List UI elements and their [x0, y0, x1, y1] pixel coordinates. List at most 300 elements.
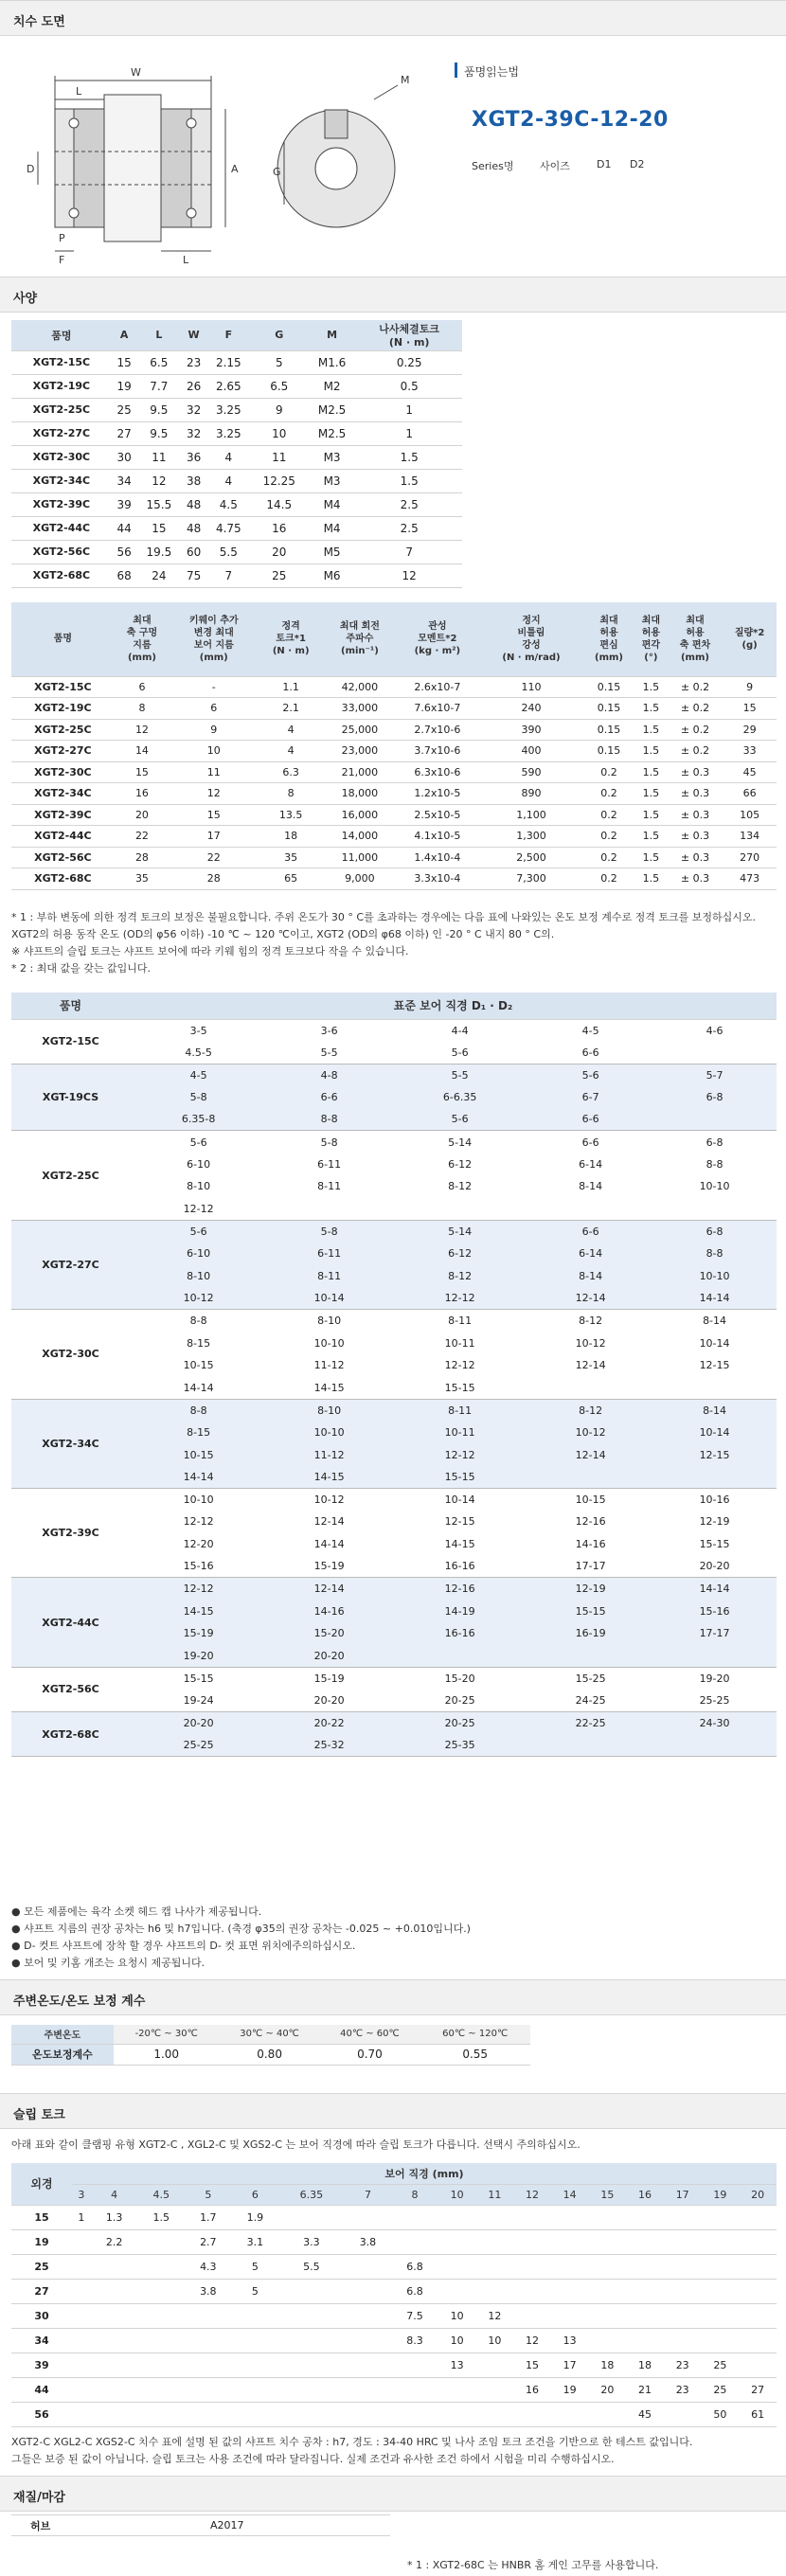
bore-value: 6-14 [579, 1247, 603, 1261]
section-title: 슬립 토크 [13, 2108, 65, 2122]
note-line: XGT2-C XGL2-C XGS2-C 치수 표에 설명 된 값의 샤프트 치수 공차 : h7, 경도 : 34-40 HRC 및 나사 조임 토크 조건을 기반으로 한 테스트 값입니다. [11, 2436, 693, 2448]
table-cell: 3.3x10-4 [396, 868, 479, 890]
table-cell: 24 [136, 564, 181, 587]
table-cell [551, 2279, 589, 2303]
bore-value: 14-15 [444, 1537, 475, 1550]
product-name: XGT2-15C [11, 1019, 130, 1064]
table-row [11, 350, 462, 374]
column-header: 11 [476, 2184, 514, 2205]
bore-value: 17-17 [699, 1627, 730, 1640]
table-row [11, 469, 462, 492]
note-line: ● 샤프트 지름의 권장 공차는 h6 및 h7입니다. (축경 φ35의 권장 공차는 -0.025 ~ +0.010입니다.) [11, 1923, 471, 1935]
table-cell: 0.15 [583, 676, 634, 698]
table-cell [185, 2303, 232, 2328]
row-label: 56 [11, 2402, 72, 2426]
table-cell: M2 [308, 374, 357, 398]
table-cell [664, 2205, 702, 2229]
bore-value: 8-8 [189, 1315, 207, 1328]
order-part-size: 사이즈 [540, 160, 570, 172]
table-cell [345, 2303, 392, 2328]
table-cell: 19.5 [136, 540, 181, 564]
table-cell [551, 2254, 589, 2279]
table-cell: 390 [479, 719, 583, 741]
table-cell [438, 2402, 476, 2426]
table-cell: 12 [136, 469, 181, 492]
bore-value: 6-11 [317, 1247, 342, 1261]
order-title: 품명읽는법 [464, 65, 519, 79]
bore-value: 8-15 [187, 1336, 211, 1350]
product-name: XGT2-56C [11, 847, 115, 868]
table-cell: M5 [308, 540, 357, 564]
table-cell [476, 2205, 514, 2229]
table-cell: 13 [438, 2352, 476, 2377]
bore-value: 10-10 [699, 1269, 730, 1282]
table-cell [438, 2254, 476, 2279]
bore-value: 12-16 [575, 1515, 606, 1529]
bore-value: 8-11 [317, 1269, 342, 1282]
bore-value: 12-12 [183, 1515, 214, 1529]
table-cell [345, 2254, 392, 2279]
section-title: 재질/마감 [13, 2491, 65, 2505]
table-cell [278, 2402, 344, 2426]
table-cell [185, 2377, 232, 2402]
bore-value: 15-15 [391, 1466, 528, 1489]
table-cell [626, 2229, 664, 2254]
table-cell: 1.5 [634, 761, 668, 783]
bore-value: 8-10 [187, 1269, 211, 1282]
material-table [11, 2514, 390, 2536]
bore-value: 5-6 [189, 1225, 207, 1238]
table-cell: 19 [551, 2377, 589, 2402]
table-cell [589, 2254, 627, 2279]
table-cell: 7 [206, 564, 251, 587]
table-cell [232, 2402, 279, 2426]
section-title: 주변온도/온도 보정 계수 [13, 1995, 146, 2009]
outline-drawing [0, 38, 436, 270]
bore-value: 14-14 [130, 1466, 267, 1489]
table-cell: 15 [136, 516, 181, 540]
row-label: 25 [11, 2254, 72, 2279]
table-cell [589, 2328, 627, 2352]
column-header: 정지 비틀림 강성 (N · m/rad) [479, 602, 583, 676]
dim-l-label: L [76, 85, 82, 98]
table-cell [626, 2205, 664, 2229]
table-cell: ± 0.3 [668, 783, 723, 805]
table-row [11, 741, 777, 762]
table-cell: 14 [115, 741, 170, 762]
column-header: F [206, 320, 251, 350]
bore-value: 14-14 [652, 1287, 777, 1310]
table-row [11, 2254, 777, 2279]
table-cell: 1 [356, 398, 462, 421]
table-cell [438, 2229, 476, 2254]
bore-value: 12-15 [444, 1515, 475, 1529]
bore-value: 10-16 [699, 1494, 730, 1507]
bore-value: 14-14 [313, 1537, 345, 1550]
table-cell [391, 2205, 438, 2229]
row-label: 39 [11, 2352, 72, 2377]
table-header-row [11, 2163, 777, 2184]
note-line: * 2 : 최대 값을 갖는 값입니다. [11, 962, 151, 975]
section-header-temp [0, 1979, 786, 2015]
table-cell: 1.9 [232, 2205, 279, 2229]
table-cell: 0.2 [583, 761, 634, 783]
table-cell: 11,000 [324, 847, 396, 868]
bore-value: 6-6 [581, 1136, 599, 1149]
table-cell: 10 [438, 2303, 476, 2328]
bore-value: 6-11 [317, 1157, 342, 1171]
table-cell [345, 2402, 392, 2426]
table-cell [137, 2303, 185, 2328]
table-cell [702, 2229, 740, 2254]
row-label: 30 [11, 2303, 72, 2328]
table-cell [91, 2328, 138, 2352]
table-cell: M4 [308, 492, 357, 516]
table-cell: 5 [251, 350, 308, 374]
table-cell: 14,000 [324, 826, 396, 848]
table-cell: 590 [479, 761, 583, 783]
table-cell: 1.1 [258, 676, 324, 698]
table-cell: 7 [356, 540, 462, 564]
table-cell: 270 [723, 847, 777, 868]
table-cell: 6 [115, 676, 170, 698]
slip-torque-table [11, 2163, 777, 2427]
table-cell: 4.75 [206, 516, 251, 540]
table-cell [739, 2254, 777, 2279]
column-header: W [181, 320, 206, 350]
table-cell [476, 2377, 514, 2402]
product-name: XGT2-19C [11, 374, 112, 398]
table-cell: - [170, 676, 258, 698]
bore-value [528, 1198, 652, 1221]
table-cell: 2.5x10-5 [396, 804, 479, 826]
table-cell: 13.5 [258, 804, 324, 826]
table-row [11, 1064, 777, 1086]
product-name: XGT2-39C [11, 804, 115, 826]
table-cell: 0.25 [356, 350, 462, 374]
column-header: 17 [664, 2184, 702, 2205]
bore-value: 6.35-8 [130, 1108, 267, 1131]
dim-w-label: W [131, 66, 141, 79]
table-cell: 1,100 [479, 804, 583, 826]
bore-value: 6-8 [706, 1225, 723, 1238]
table-cell: M3 [308, 469, 357, 492]
column-header: 40℃ ~ 60℃ [320, 2025, 420, 2044]
table-cell: 1.5 [634, 804, 668, 826]
table-cell: 26 [181, 374, 206, 398]
bore-value: 8-8 [189, 1404, 207, 1417]
product-name: XGT2-27C [11, 1220, 130, 1309]
bore-value: 4-5 [581, 1024, 599, 1037]
bore-notes [11, 1904, 471, 1972]
bore-value: 14-19 [444, 1604, 475, 1618]
table-cell: 18 [589, 2352, 627, 2377]
table-cell: 1 [356, 421, 462, 445]
bore-value: 6-6 [581, 1225, 599, 1238]
bore-value: 10-12 [313, 1494, 345, 1507]
table-cell [91, 2377, 138, 2402]
order-code-panel [455, 59, 767, 182]
table-cell: 1.5 [634, 698, 668, 720]
bore-value [528, 1645, 652, 1668]
row-label: 온도보정계수 [11, 2044, 114, 2065]
table-cell: 4.3 [185, 2254, 232, 2279]
table-cell [232, 2352, 279, 2377]
bore-value: 19-20 [699, 1672, 730, 1685]
table-cell: 2.2 [91, 2229, 138, 2254]
table-cell: 0.5 [356, 374, 462, 398]
table-cell [589, 2303, 627, 2328]
table-cell: 11 [136, 445, 181, 469]
note-line: ● D- 컷트 샤프트에 장착 할 경우 샤프트의 D- 컷 표면 위치에주의하십시오. [11, 1940, 356, 1952]
bore-value: 16-16 [444, 1627, 475, 1640]
bore-value: 25-35 [391, 1734, 528, 1757]
product-name: XGT2-56C [11, 540, 112, 564]
column-header: 품명 [11, 602, 115, 676]
bore-value [652, 1108, 777, 1131]
bore-value [528, 1377, 652, 1400]
table-cell: 48 [181, 492, 206, 516]
dim-d-label: D [27, 163, 35, 175]
table-cell [513, 2229, 551, 2254]
bore-value [652, 1734, 777, 1757]
bore-value: 6-14 [579, 1157, 603, 1171]
bore-value: 4-4 [451, 1024, 469, 1037]
table-cell: 18,000 [324, 783, 396, 805]
table-cell: 0.15 [583, 741, 634, 762]
table-cell: 32 [181, 421, 206, 445]
table-cell [232, 2377, 279, 2402]
bore-value: 12-15 [699, 1359, 730, 1372]
table-cell: 105 [723, 804, 777, 826]
table-cell: ± 0.3 [668, 868, 723, 890]
table-cell [702, 2205, 740, 2229]
table-cell [739, 2328, 777, 2352]
table-cell: 2.1 [258, 698, 324, 720]
table-cell: 18 [258, 826, 324, 848]
bore-value: 22-25 [575, 1716, 606, 1729]
table-cell: 1.5 [634, 868, 668, 890]
bore-value: 10-15 [183, 1448, 214, 1461]
bore-value: 4-8 [320, 1068, 338, 1082]
column-header: L [136, 320, 181, 350]
table-cell: 17 [551, 2352, 589, 2377]
table-cell: ± 0.3 [668, 804, 723, 826]
table-row [11, 564, 462, 587]
bore-value: 10-12 [130, 1287, 267, 1310]
column-header: 19 [702, 2184, 740, 2205]
table-cell: 75 [181, 564, 206, 587]
column-header: 품명 [11, 320, 112, 350]
bore-value: 10-14 [267, 1287, 391, 1310]
table-cell [137, 2352, 185, 2377]
table-cell [589, 2402, 627, 2426]
table-cell [185, 2402, 232, 2426]
table-row [11, 1711, 777, 1734]
table-cell [476, 2229, 514, 2254]
product-name: XGT2-15C [11, 350, 112, 374]
table-row [11, 761, 777, 783]
product-name: XGT2-34C [11, 469, 112, 492]
table-cell: 16 [115, 783, 170, 805]
bore-value: 8-11 [448, 1315, 473, 1328]
table-cell [438, 2205, 476, 2229]
table-row [11, 868, 777, 890]
table-cell [476, 2254, 514, 2279]
table-cell [589, 2229, 627, 2254]
table-cell: 65 [258, 868, 324, 890]
column-header: 최대 허용 축 편차 (mm) [668, 602, 723, 676]
product-name: XGT2-30C [11, 445, 112, 469]
table-row [11, 783, 777, 805]
bore-value: 15-15 [575, 1604, 606, 1618]
table-cell: 27 [739, 2377, 777, 2402]
bore-value: 15-20 [313, 1627, 345, 1640]
bore-value [267, 1198, 391, 1221]
table-cell: ± 0.2 [668, 741, 723, 762]
table-cell: 33 [723, 741, 777, 762]
bore-value: 5-8 [189, 1091, 207, 1104]
table-cell: 1.5 [356, 469, 462, 492]
table-cell: 13 [551, 2328, 589, 2352]
table-cell [345, 2279, 392, 2303]
bore-value: 5-6 [391, 1042, 528, 1064]
bore-value: 5-14 [448, 1225, 473, 1238]
bore-value: 12-14 [528, 1287, 652, 1310]
table-cell [513, 2279, 551, 2303]
table-cell: 32 [181, 398, 206, 421]
product-name: XGT2-30C [11, 761, 115, 783]
table-row [11, 398, 462, 421]
table-cell [739, 2229, 777, 2254]
table-cell [345, 2328, 392, 2352]
table-cell: 18 [626, 2352, 664, 2377]
table-cell: 2.7 [185, 2229, 232, 2254]
table-cell: 35 [258, 847, 324, 868]
table-cell: 0.70 [320, 2044, 420, 2065]
table-cell [345, 2352, 392, 2377]
bore-value: 10-15 [575, 1494, 606, 1507]
table-cell: 15 [115, 761, 170, 783]
table-cell: 33,000 [324, 698, 396, 720]
table-row [11, 1131, 777, 1154]
table-cell: 25 [112, 398, 137, 421]
table-row [11, 719, 777, 741]
bore-value: 12-14 [575, 1448, 606, 1461]
bore-value: 8-14 [703, 1404, 727, 1417]
temperature-factor-table [11, 2025, 530, 2066]
bore-value: 12-12 [391, 1287, 528, 1310]
bore-value: 8-8 [267, 1108, 391, 1131]
table-cell [739, 2205, 777, 2229]
bore-value: 4-5 [189, 1068, 207, 1082]
table-cell: 2.65 [206, 374, 251, 398]
table-row [11, 2377, 777, 2402]
table-cell: 890 [479, 783, 583, 805]
bore-value: 10-11 [444, 1425, 475, 1439]
order-part-d1: D1 [597, 158, 612, 170]
bore-value: 12-12 [183, 1583, 214, 1596]
table-cell [476, 2279, 514, 2303]
table-header-row [11, 602, 777, 676]
table-row [11, 676, 777, 698]
table-cell: M2.5 [308, 398, 357, 421]
table-cell: 3.8 [345, 2229, 392, 2254]
bore-value: 15-15 [391, 1377, 528, 1400]
table-cell [345, 2205, 392, 2229]
section-header-slip [0, 2093, 786, 2129]
table-cell [72, 2279, 91, 2303]
column-header: -20℃ ~ 30℃ [114, 2025, 220, 2044]
table-cell: 7.6x10-7 [396, 698, 479, 720]
table-cell: 1.2x10-5 [396, 783, 479, 805]
table-cell: 21,000 [324, 761, 396, 783]
table-cell: 10 [251, 421, 308, 445]
table-row [11, 1399, 777, 1422]
note-line: ● 모든 제품에는 육각 소켓 헤드 캡 나사가 제공됩니다. [11, 1905, 262, 1918]
table-cell: 25 [702, 2377, 740, 2402]
table-cell: 56 [112, 540, 137, 564]
table-cell: 25 [702, 2352, 740, 2377]
table-cell: 25,000 [324, 719, 396, 741]
table-row [11, 1310, 777, 1333]
column-header: 정격 토크*1 (N · m) [258, 602, 324, 676]
table-row [11, 2205, 777, 2229]
table-cell: 50 [702, 2402, 740, 2426]
bore-value: 15-15 [183, 1672, 214, 1685]
table-cell: 22 [170, 847, 258, 868]
table-cell: 2,500 [479, 847, 583, 868]
note-line: * 1 : 부하 변동에 의한 정격 토크의 보정은 불필요합니다. 주위 온도가 30 ° C를 초과하는 경우에는 다음 표에 나와있는 온도 보정 계수로 정격 토크를 보정하십시오. [11, 911, 756, 923]
bore-value: 14-14 [130, 1377, 267, 1400]
column-header: 주변온도 [11, 2025, 114, 2044]
table-cell [278, 2377, 344, 2402]
bore-value: 8-8 [706, 1157, 723, 1171]
table-cell: 8 [258, 783, 324, 805]
table-cell: 10 [438, 2328, 476, 2352]
bore-value: 6-12 [448, 1247, 473, 1261]
table-cell: 12 [476, 2303, 514, 2328]
bore-value: 3-5 [189, 1024, 207, 1037]
table-cell [739, 2352, 777, 2377]
table-cell: 4 [258, 719, 324, 741]
table-cell [91, 2279, 138, 2303]
table-cell: 8 [115, 698, 170, 720]
bore-value: 8-11 [317, 1180, 342, 1193]
bore-value: 12-14 [313, 1515, 345, 1529]
table-cell: 12.25 [251, 469, 308, 492]
table-cell [91, 2402, 138, 2426]
table-cell: 68 [112, 564, 137, 587]
bore-value [391, 1198, 528, 1221]
table-row [11, 2515, 390, 2536]
table-cell [185, 2352, 232, 2377]
bore-value: 20-20 [267, 1690, 391, 1712]
table-cell: 20 [251, 540, 308, 564]
bore-value: 6-6.35 [442, 1091, 477, 1104]
table-cell [391, 2352, 438, 2377]
table-cell: 45 [723, 761, 777, 783]
bore-value: 16-19 [575, 1627, 606, 1640]
bore-value: 6-8 [706, 1136, 723, 1149]
bore-value: 6-10 [187, 1157, 211, 1171]
bore-value: 5-5 [267, 1042, 391, 1064]
table-cell: 6.3x10-6 [396, 761, 479, 783]
table-cell [72, 2303, 91, 2328]
table-cell: 9,000 [324, 868, 396, 890]
bore-value: 12-19 [699, 1515, 730, 1529]
bore-value [652, 1198, 777, 1221]
